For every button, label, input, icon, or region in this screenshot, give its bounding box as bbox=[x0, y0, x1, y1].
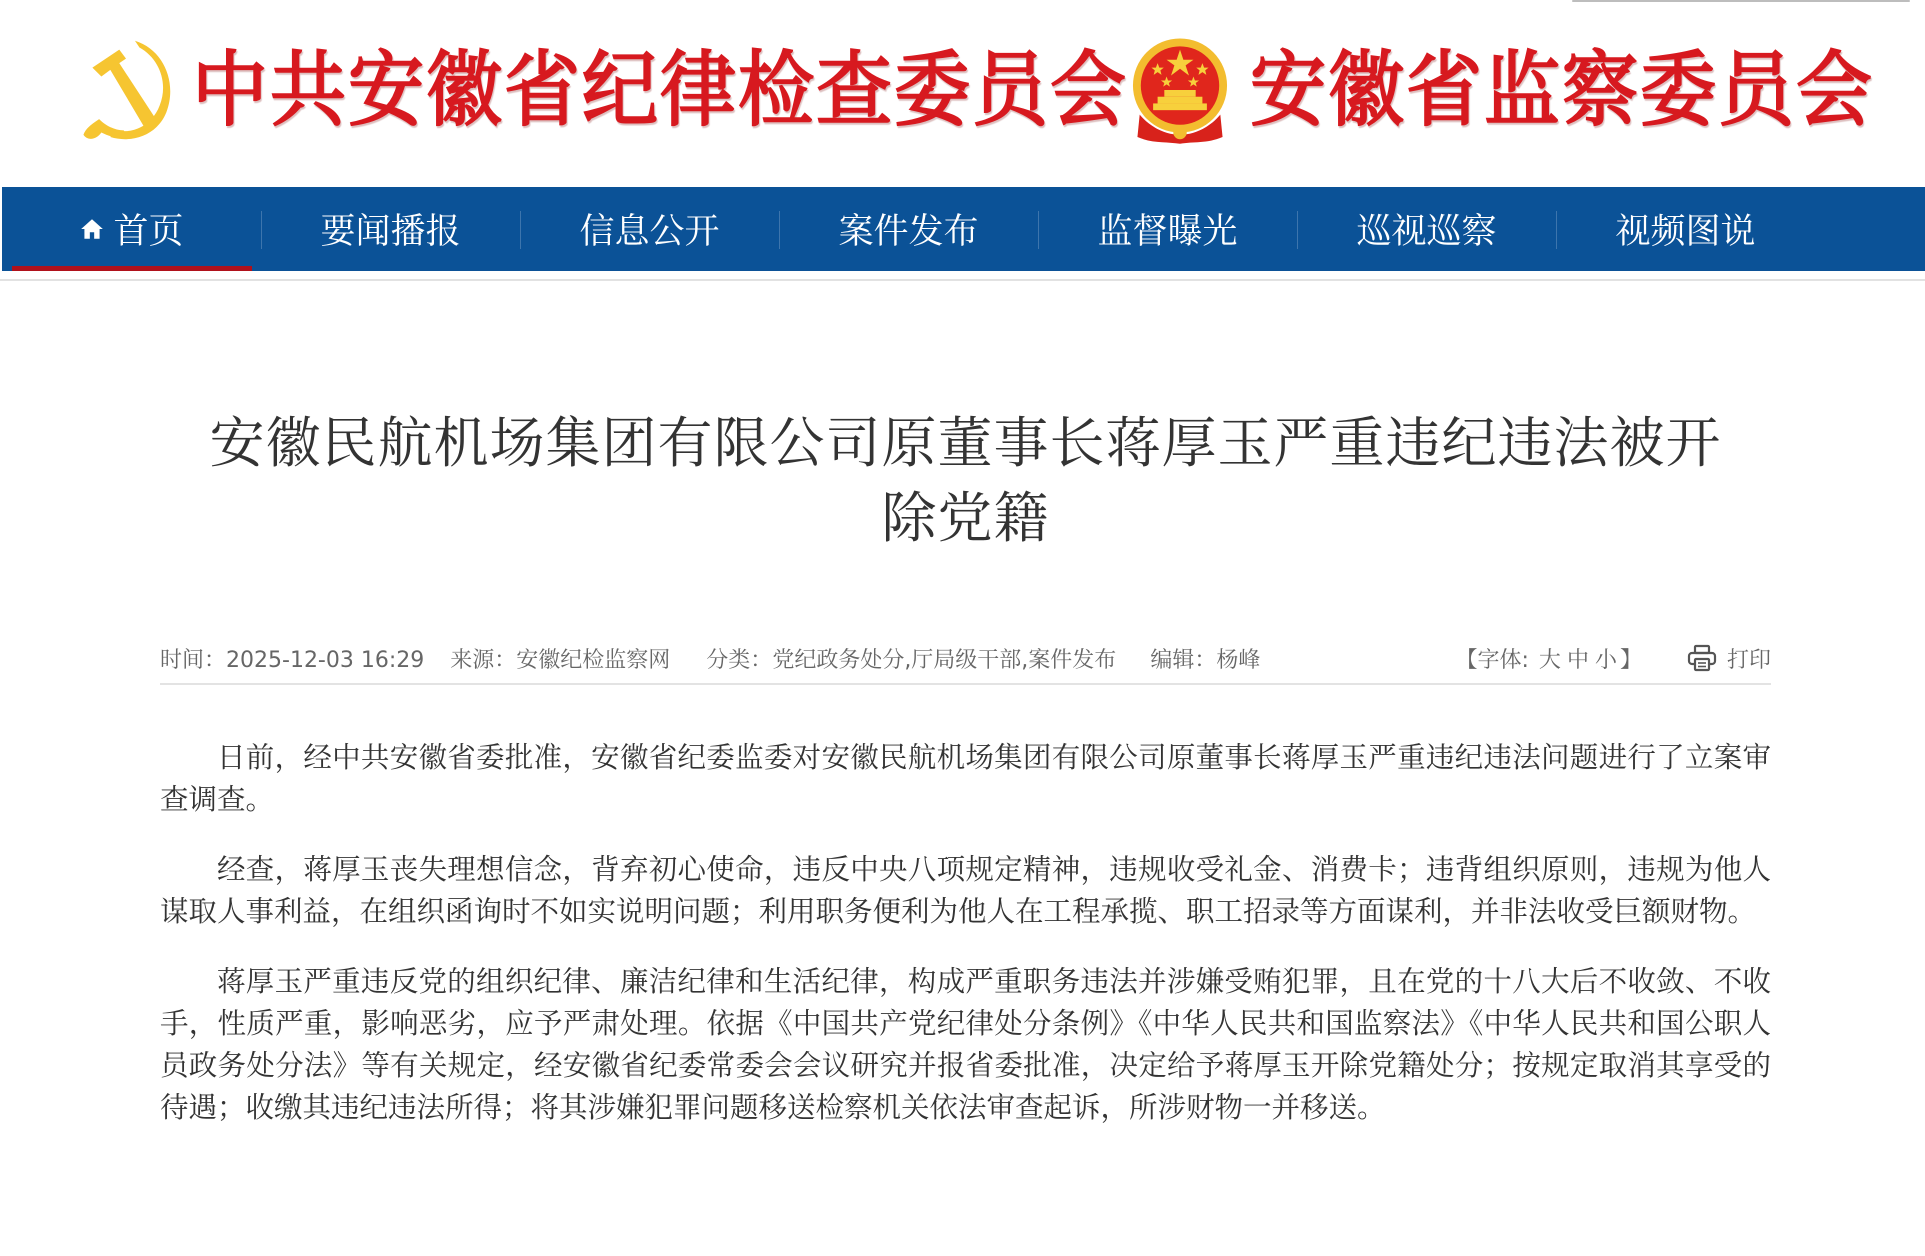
nav-item-label: 首页 bbox=[113, 212, 184, 252]
cpc-discipline-logo[interactable] bbox=[70, 34, 1128, 146]
nav-item-label: 案件发布 bbox=[838, 212, 979, 252]
source-label: 来源： bbox=[450, 647, 517, 673]
nav-item-label: 要闻播报 bbox=[320, 212, 461, 252]
font-size-small-button[interactable]: 小 bbox=[1594, 647, 1617, 673]
article-title-line1: 安徽民航机场集团有限公司原董事长蒋厚玉严重违纪违法被开 bbox=[209, 411, 1722, 475]
nav-item-label: 监督曝光 bbox=[1097, 212, 1238, 252]
article-paragraph: 经查，蒋厚玉丧失理想信念，背弃初心使命，违反中央八项规定精神，违规收受礼金、消费卡；违背组织原则，违规为他人谋取人事利益，在组织函询时不如实说明问题；利用职务便利为他人在工程承揽、职工招录等方面谋利，并非法收受巨额财物。 bbox=[160, 853, 1771, 928]
nav-item-inspection[interactable] bbox=[1297, 187, 1556, 271]
article-editor bbox=[1150, 643, 1260, 674]
print-label: 打印 bbox=[1726, 647, 1771, 673]
article-paragraph: 日前，经中共安徽省委批准，安徽省纪委监委对安徽民航机场集团有限公司原董事长蒋厚玉严重违纪违法问题进行了立案审查调查。 bbox=[160, 741, 1771, 816]
article bbox=[160, 281, 1771, 1157]
article-title-line2: 除党籍 bbox=[881, 486, 1050, 550]
nav-item-label: 视频图说 bbox=[1615, 212, 1756, 252]
font-size-label: 【字体: bbox=[1455, 647, 1536, 673]
nav-item-supervision-exposure[interactable] bbox=[1038, 187, 1297, 271]
supervision-commission-logo-text: 安徽省监察委员会 bbox=[1250, 41, 1874, 138]
main-nav bbox=[2, 187, 1925, 271]
cpc-discipline-logo-text: 中共安徽省纪律检查委员会 bbox=[192, 41, 1128, 138]
font-size-large-button[interactable]: 大 bbox=[1538, 647, 1561, 673]
article-category bbox=[706, 643, 1116, 674]
nav-item-label: 信息公开 bbox=[579, 212, 720, 252]
publish-time-label: 时间： bbox=[160, 647, 227, 673]
article-tools bbox=[1456, 633, 1771, 683]
editor-label: 编辑： bbox=[1150, 647, 1217, 673]
nav-item-case-release[interactable] bbox=[779, 187, 1038, 271]
nav-item-info-disclosure[interactable] bbox=[520, 187, 779, 271]
publish-time-value: 2025-12-03 16:29 bbox=[226, 647, 425, 673]
font-size-medium-button[interactable]: 中 bbox=[1566, 647, 1589, 673]
category-label: 分类： bbox=[706, 647, 773, 673]
hammer-sickle-emblem-icon bbox=[70, 34, 182, 146]
article-meta bbox=[160, 633, 1771, 683]
nav-item-home[interactable] bbox=[2, 187, 261, 271]
category-value: 党纪政务处分,厅局级干部,案件发布 bbox=[772, 647, 1117, 673]
nav-item-news[interactable] bbox=[261, 187, 520, 271]
home-icon bbox=[79, 216, 105, 242]
nav-item-label: 巡视巡察 bbox=[1356, 212, 1497, 252]
source-value: 安徽纪检监察网 bbox=[516, 647, 671, 673]
meta-divider bbox=[160, 683, 1771, 685]
publish-time bbox=[160, 643, 424, 674]
article-paragraph: 蒋厚玉严重违反党的组织纪律、廉洁纪律和生活纪律，构成严重职务违法并涉嫌受贿犯罪，且在党的十八大后不收敛、不收手，性质严重，影响恶劣，应予严肃处理。依据《中国共产党纪律处分条例》《中华人民共和国监察法》《中华人民共和国公职人员政务处分法》等有关规定，经安徽省纪委常委会会议研究并报省委批准，决定给予蒋厚玉开除党籍处分；按规定取消其享受的待遇；收缴其违纪违法所得；将其涉嫌犯罪问题移送检察机关依法审查起诉，所涉财物一并移送。 bbox=[160, 965, 1771, 1124]
national-emblem-icon bbox=[1124, 34, 1236, 146]
nav-item-video-graphics[interactable] bbox=[1556, 187, 1815, 271]
printer-icon bbox=[1687, 644, 1717, 672]
article-source bbox=[450, 643, 670, 674]
site-header bbox=[0, 0, 1925, 187]
article-body bbox=[160, 737, 1771, 1129]
font-size-bracket-close: 】 bbox=[1619, 647, 1642, 673]
supervision-commission-logo[interactable] bbox=[1124, 34, 1874, 146]
print-button[interactable] bbox=[1687, 643, 1771, 674]
editor-value: 杨峰 bbox=[1216, 647, 1261, 673]
article-title bbox=[160, 406, 1771, 556]
font-size-control bbox=[1456, 643, 1642, 674]
